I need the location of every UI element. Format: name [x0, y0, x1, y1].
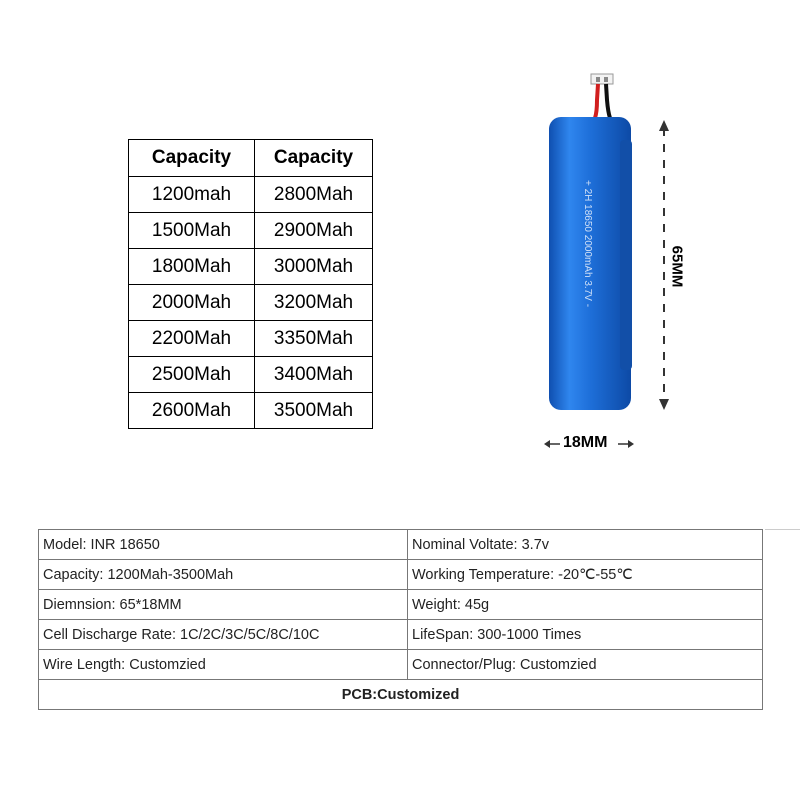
capacity-cell: 3400Mah [255, 357, 373, 393]
height-label: 65MM [668, 245, 686, 288]
table-row [39, 620, 763, 650]
capacity-cell: 3200Mah [255, 285, 373, 321]
divider [765, 529, 800, 530]
capacity-cell: 2800Mah [255, 177, 373, 213]
capacity-cell: 3000Mah [255, 249, 373, 285]
spec-cell: Nominal Voltate: 3.7v [408, 530, 763, 560]
capacity-cell: 3500Mah [255, 393, 373, 429]
capacity-cell: 2500Mah [129, 357, 255, 393]
capacity-cell: 1500Mah [129, 213, 255, 249]
wire-icon [591, 74, 613, 118]
capacity-header: Capacity [129, 140, 255, 177]
table-row [39, 650, 763, 680]
spec-cell: Working Temperature: -20℃-55℃ [408, 560, 763, 590]
capacity-cell: 2000Mah [129, 285, 255, 321]
spec-cell: Cell Discharge Rate: 1C/2C/3C/5C/8C/10C [39, 620, 408, 650]
table-row [39, 560, 763, 590]
table-row [39, 530, 763, 560]
spec-cell: Diemnsion: 65*18MM [39, 590, 408, 620]
battery-body [549, 117, 632, 410]
capacity-cell: 2600Mah [129, 393, 255, 429]
height-dimension [659, 120, 669, 410]
table-row [39, 590, 763, 620]
capacity-cell: 1200mah [129, 177, 255, 213]
spec-cell: LifeSpan: 300-1000 Times [408, 620, 763, 650]
spec-cell: Connector/Plug: Customzied [408, 650, 763, 680]
capacity-cell: 2200Mah [129, 321, 255, 357]
width-label: 18MM [563, 434, 608, 451]
capacity-header: Capacity [255, 140, 373, 177]
spec-cell: Wire Length: Customzied [39, 650, 408, 680]
spec-cell: Model: INR 18650 [39, 530, 408, 560]
spec-footer: PCB:Customized [39, 680, 763, 710]
capacity-cell: 2900Mah [255, 213, 373, 249]
capacity-cell: 3350Mah [255, 321, 373, 357]
battery-print-text: + 2H 18650 2000mAh 3.7V - [582, 180, 593, 308]
spec-table [38, 529, 763, 710]
capacity-cell: 1800Mah [129, 249, 255, 285]
table-row [39, 680, 763, 710]
spec-cell: Capacity: 1200Mah-3500Mah [39, 560, 408, 590]
spec-cell: Weight: 45g [408, 590, 763, 620]
